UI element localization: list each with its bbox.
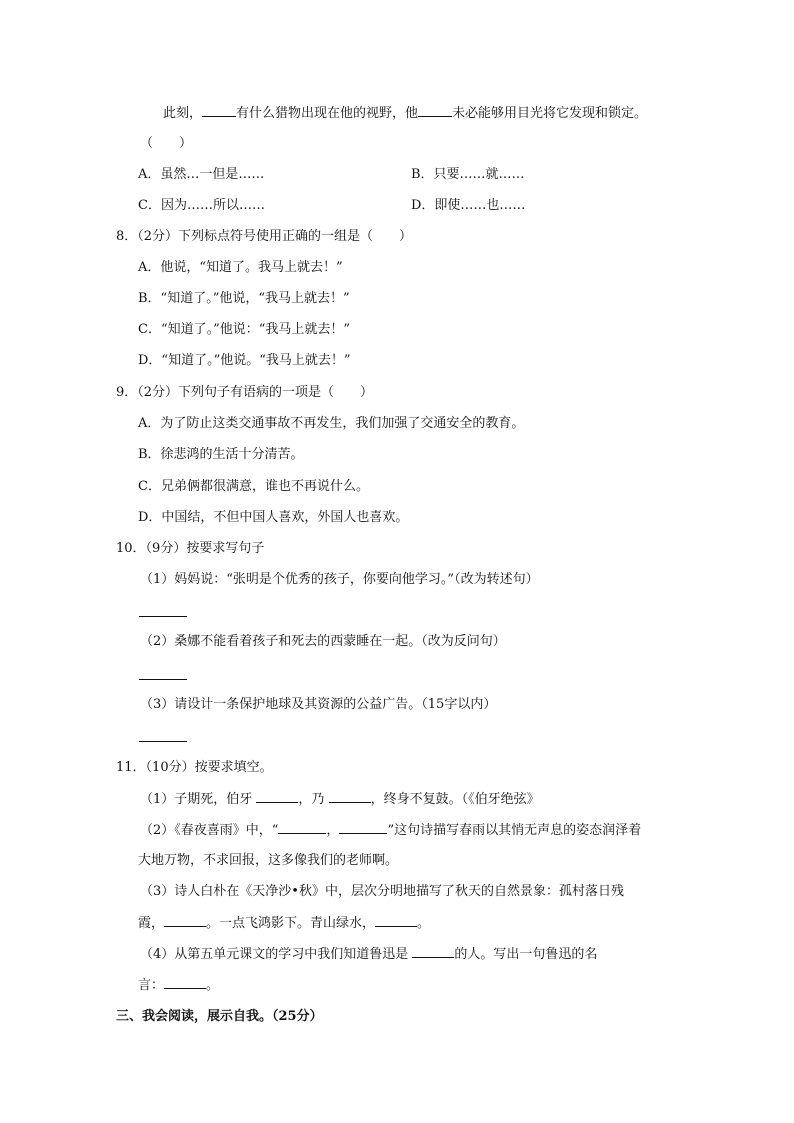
q7-option-b: B．只要……就……	[411, 167, 525, 182]
q10-sub-1: （1）妈妈说：“张明是个优秀的孩子，你要向他学习。”（改为转述句）	[140, 572, 539, 587]
q7-stem	[163, 104, 647, 123]
q11-sub-3: （3）诗人白朴在《天净沙•秋》中，层次分明地描写了秋天的自然景象：孤村落日残	[140, 884, 624, 899]
q11-sub-2-cont: 大地万物，不求回报，这多像我们的老师啊。	[138, 853, 399, 868]
q11-text: 的人。写出一句鲁迅的名	[454, 947, 598, 962]
q7-answer-paren: （ ）	[140, 136, 193, 151]
section-3-title: 三、我会阅读，展示自我。（25分）	[116, 1009, 323, 1024]
q11-text: （1）子期死，伯牙	[140, 792, 253, 807]
q7-stem-part: 有什么猎物出现在他的视野，他	[236, 106, 419, 121]
q11-blank	[375, 914, 417, 927]
q7-blank-1	[202, 104, 236, 117]
q11-blank	[329, 790, 371, 803]
q9-option-c: C．兄弟俩都很满意，谁也不再说什么。	[138, 479, 369, 494]
q8-stem: 8．（2分）下列标点符号使用正确的一组是（ ）	[116, 229, 413, 244]
q10-stem: 10．（9分）按要求写句子	[116, 541, 265, 556]
q7-option-d: D．即使……也……	[411, 198, 526, 213]
q11-text: 。	[417, 916, 431, 931]
q11-text: ，	[326, 823, 340, 838]
q9-stem: 9．（2分）下列句子有语病的一项是（ ）	[116, 385, 374, 400]
q7-stem-part: 未必能够用目光将它发现和锁定。	[452, 106, 648, 121]
q10-sub-2: （2）桑娜不能看着孩子和死去的西蒙睡在一起。（改为反问句）	[140, 634, 506, 649]
q11-text: ”这句诗描写春雨以其悄无声息的姿态润泽着	[387, 823, 642, 838]
q11-text: （4）从第五单元课文的学习中我们知道鲁迅是	[140, 947, 409, 962]
q11-sub-4-cont	[138, 976, 219, 995]
q11-sub-4	[140, 945, 597, 964]
q11-blank	[164, 914, 206, 927]
q11-text: 霞，	[138, 916, 165, 931]
q10-answer-line-1	[139, 616, 187, 617]
q8-option-a: A．他说，“知道了。我马上就去！”	[138, 260, 343, 275]
q11-text: ，乃	[298, 792, 325, 807]
q11-blank	[164, 976, 206, 989]
q7-blank-2	[418, 104, 452, 117]
q11-text: 。一点飞鸿影下。青山绿水，	[206, 916, 376, 931]
q11-stem: 11．（10分）按要求填空。	[116, 760, 273, 775]
q11-blank	[339, 821, 387, 834]
q10-answer-line-2	[139, 679, 187, 680]
q11-text: （2）《春夜喜雨》中，“	[140, 823, 279, 838]
q11-text: 。	[206, 978, 220, 993]
q9-option-a: A．为了防止这类交通事故不再发生，我们加强了交通安全的教育。	[138, 416, 525, 431]
q8-option-b: B．“知道了。”他说，“我马上就去！”	[138, 291, 350, 306]
q11-text: 言：	[138, 978, 165, 993]
q9-option-b: B．徐悲鸿的生活十分清苦。	[138, 447, 304, 462]
q11-blank	[256, 790, 298, 803]
q9-option-d: D．中国结，不但中国人喜欢，外国人也喜欢。	[138, 510, 409, 525]
q11-sub-3-cont	[138, 914, 430, 933]
q8-option-c: C．“知道了。”他说：“我马上就去！”	[138, 322, 351, 337]
q7-option-a: A．虽然…一但是……	[138, 167, 265, 182]
q10-sub-3: （3）请设计一条保护地球及其资源的公益广告。（15字以内）	[140, 697, 497, 712]
q11-blank	[278, 821, 326, 834]
q11-text: ，终身不复鼓。（《伯牙绝弦》	[370, 792, 540, 807]
q7-stem-part: 此刻，	[163, 106, 203, 121]
q7-option-c: C．因为……所以……	[138, 198, 265, 213]
q11-sub-1	[140, 790, 540, 809]
q8-option-d: D．“知道了。”他说。“我马上就去！”	[138, 353, 351, 368]
q10-answer-line-3	[139, 741, 187, 742]
q11-blank	[412, 945, 454, 958]
q11-sub-2	[140, 821, 641, 840]
